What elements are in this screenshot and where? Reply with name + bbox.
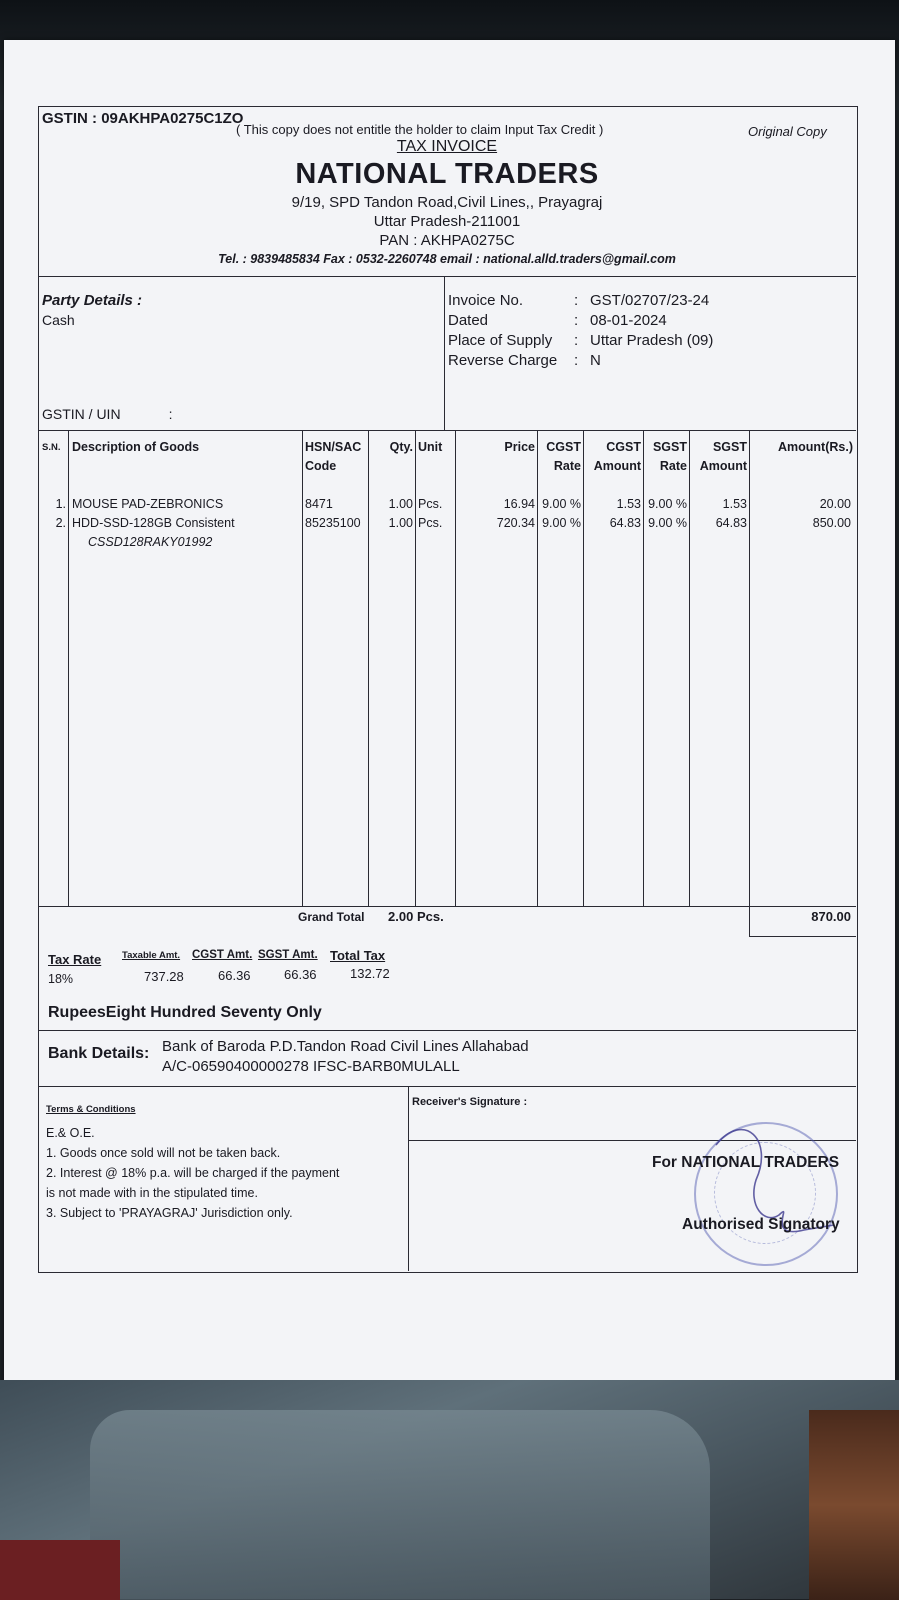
col-sn: S.N. <box>42 442 61 453</box>
background-object <box>809 1410 899 1600</box>
row-sgst-rate: 9.00 % <box>648 516 687 530</box>
col-description: Description of Goods <box>72 440 200 454</box>
for-company: For NATIONAL TRADERS <box>652 1154 840 1171</box>
row-description: MOUSE PAD-ZEBRONICS <box>72 497 224 511</box>
receiver-signature-label: Receiver's Signature : <box>412 1096 528 1108</box>
col-cgst-rate: CGST Rate <box>546 440 581 473</box>
company-name: NATIONAL TRADERS <box>295 158 599 190</box>
row-qty: 1.00 <box>388 497 413 511</box>
col-qty: Qty. <box>389 440 413 454</box>
col-sgst-amount: SGST Amount <box>699 440 747 473</box>
tax-rate-header: Tax Rate <box>48 952 102 967</box>
col-unit: Unit <box>418 440 443 454</box>
row-unit: Pcs. <box>418 516 443 530</box>
grand-total-qty: 2.00 Pcs. <box>388 909 444 924</box>
authorised-signatory: Authorised Signatory <box>682 1216 840 1233</box>
total-tax-header: Total Tax <box>330 948 386 963</box>
row-cgst-amount: 1.53 <box>616 497 641 511</box>
terms-lines: E.& O.E. 1. Goods once sold will not be taken back. 2. Interest @ 18% p.a. will be charged if the payment is not made with in the stipulated time. 3. Subject to 'PRAYAGRAJ' Jurisdiction only. <box>46 1126 340 1220</box>
company-address-line1: 9/19, SPD Tandon Road,Civil Lines,, Prayagraj <box>291 194 603 211</box>
row-hsn: 85235100 <box>305 516 361 530</box>
taxable-amt-header: Taxable Amt. <box>122 950 181 961</box>
copy-type: Original Copy <box>748 124 827 139</box>
row-price: 720.34 <box>496 516 535 530</box>
terms-title: Terms & Conditions <box>46 1104 136 1115</box>
seller-gstin: GSTIN : 09AKHPA0275C1ZO <box>42 110 244 127</box>
background-object <box>0 1540 120 1600</box>
invoice-date: 08-01-2024 <box>590 312 667 329</box>
doc-title: TAX INVOICE <box>396 138 498 155</box>
grand-total-amount: 870.00 <box>811 909 851 924</box>
col-cgst-amount: CGST Amount <box>593 440 641 473</box>
tax-rate-value: 18% <box>48 972 74 986</box>
row-sn: 2. <box>55 516 66 530</box>
total-tax-value: 132.72 <box>350 966 390 981</box>
bank-line1: Bank of Baroda P.D.Tandon Road Civil Lines Allahabad <box>162 1038 529 1055</box>
company-pan: PAN : AKHPA0275C <box>379 232 515 249</box>
row-qty: 1.00 <box>388 516 413 530</box>
company-address-line2: Uttar Pradesh-211001 <box>373 213 521 230</box>
row-sgst-amount: 1.53 <box>722 497 747 511</box>
row-cgst-amount: 64.83 <box>609 516 641 530</box>
sgst-amt-value: 66.36 <box>284 967 317 982</box>
row-unit: Pcs. <box>418 497 443 511</box>
row-sgst-rate: 9.00 % <box>648 497 687 511</box>
company-contact: Tel. : 9839485834 Fax : 0532-2260748 email : national.alld.traders@gmail.com <box>218 252 676 266</box>
grand-total-label: Grand Total <box>298 910 365 924</box>
party-name: Cash <box>42 312 75 328</box>
meta-separators: : : : : <box>574 292 579 369</box>
amount-in-words: RupeesEight Hundred Seventy Only <box>48 1004 322 1021</box>
party-gstin: GSTIN / UIN : <box>42 406 173 422</box>
col-amount: Amount(Rs.) <box>778 440 853 454</box>
meta-labels: Invoice No. Dated Place of Supply Reverse Charge <box>448 292 558 369</box>
taxable-amt-value: 737.28 <box>144 969 184 984</box>
row-hsn: 8471 <box>305 497 333 511</box>
bank-line2: A/C-06590400000278 IFSC-BARB0MULALL <box>162 1058 460 1075</box>
cgst-amt-value: 66.36 <box>218 968 251 983</box>
row-amount: 20.00 <box>819 497 851 511</box>
place-of-supply: Uttar Pradesh (09) <box>590 332 714 349</box>
party-details-label: Party Details : <box>42 292 143 309</box>
row-cgst-rate: 9.00 % <box>542 497 581 511</box>
col-price: Price <box>504 440 535 454</box>
col-hsn: HSN/SAC Code <box>305 440 362 473</box>
invoice-sheet <box>4 40 895 1384</box>
bank-label: Bank Details: <box>48 1045 150 1062</box>
reverse-charge: N <box>590 352 601 369</box>
row-sn: 1. <box>55 497 66 511</box>
row-sgst-amount: 64.83 <box>715 516 747 530</box>
row-description-detail: CSSD128RAKY01992 <box>88 535 213 549</box>
sgst-amt-header: SGST Amt. <box>258 949 318 961</box>
cgst-amt-header: CGST Amt. <box>192 949 253 961</box>
invoice-number: GST/02707/23-24 <box>590 292 710 309</box>
col-sgst-rate: SGST Rate <box>652 440 687 473</box>
background-fabric <box>90 1410 710 1600</box>
row-description: HDD-SSD-128GB Consistent <box>72 516 235 530</box>
row-amount: 850.00 <box>812 516 851 530</box>
copy-note: ( This copy does not entitle the holder to claim Input Tax Credit ) <box>236 122 604 137</box>
row-price: 16.94 <box>503 497 535 511</box>
row-cgst-rate: 9.00 % <box>542 516 581 530</box>
background-bottom <box>0 1380 899 1599</box>
signature-scribble <box>4 40 895 1384</box>
